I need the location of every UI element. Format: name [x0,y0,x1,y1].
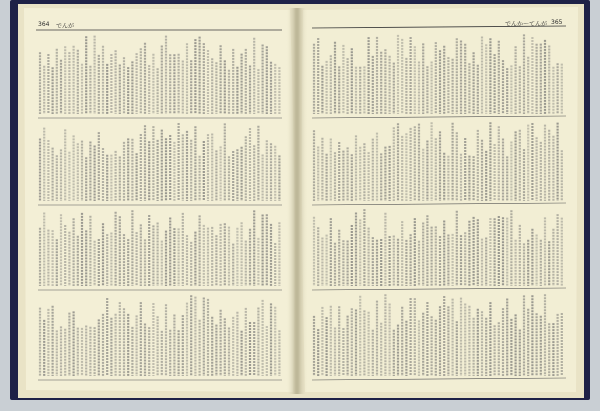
left-running-head: でんが [56,23,75,30]
left-page-number: 364 [38,21,50,28]
gutter-shadow [286,8,308,394]
right-page-number: 365 [551,19,563,26]
right-running-head: でんか～てんが [505,21,548,28]
